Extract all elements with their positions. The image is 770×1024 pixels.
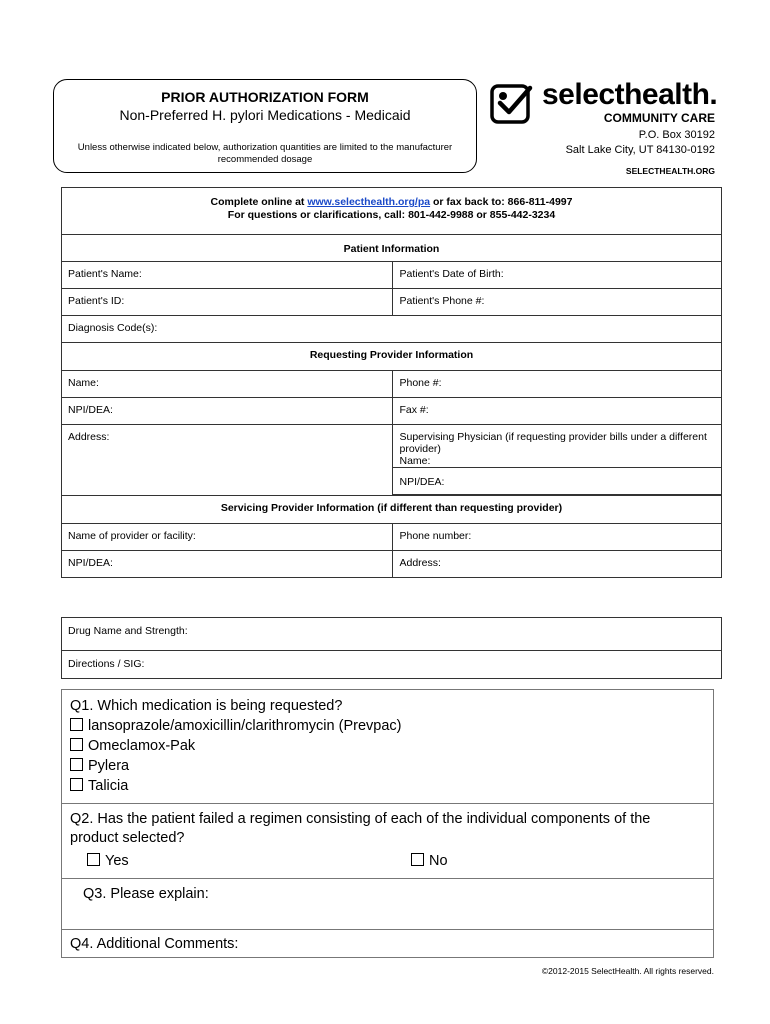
supervising-npi-field[interactable]: NPI/DEA: bbox=[393, 468, 722, 495]
checkbox[interactable] bbox=[70, 778, 83, 791]
q2-question: Q2. Has the patient failed a regimen consisting of each of the individual components of the product selected? bbox=[70, 811, 651, 846]
drug-table bbox=[61, 617, 722, 679]
requesting-heading: Requesting Provider Information bbox=[62, 343, 722, 371]
supervising-physician-field[interactable]: Supervising Physician (if requesting provider bills under a different provider) Name: bbox=[393, 425, 722, 468]
q3-block[interactable] bbox=[61, 878, 714, 930]
copyright-footer: ©2012-2015 SelectHealth. All rights reserved. bbox=[541, 966, 714, 976]
checkbox[interactable] bbox=[70, 718, 83, 731]
servicing-name-field[interactable]: Name of provider or facility: bbox=[62, 524, 393, 551]
patient-name-field[interactable]: Patient's Name: bbox=[62, 262, 393, 289]
requesting-name-field[interactable]: Name: bbox=[62, 371, 393, 398]
patient-id-field[interactable]: Patient's ID: bbox=[62, 289, 393, 316]
q1-option-talicia[interactable]: Talicia bbox=[70, 776, 713, 796]
servicing-phone-field[interactable]: Phone number: bbox=[393, 524, 722, 551]
address-line-1: P.O. Box 30192 bbox=[638, 129, 715, 141]
address-line-2: Salt Lake City, UT 84130-0192 bbox=[565, 144, 715, 156]
q4-block[interactable] bbox=[61, 929, 714, 958]
q3-question: Q3. Please explain: bbox=[83, 886, 209, 902]
q1-option-prevpac[interactable]: lansoprazole/amoxicillin/clarithromycin (Prevpac) bbox=[70, 716, 713, 736]
form-header bbox=[53, 79, 477, 173]
requesting-npi-field[interactable]: NPI/DEA: bbox=[62, 398, 393, 425]
checkbox[interactable] bbox=[70, 758, 83, 771]
website: SELECTHEALTH.ORG bbox=[625, 166, 715, 176]
q2-block bbox=[61, 803, 714, 879]
q1-question: Q1. Which medication is being requested? bbox=[70, 698, 343, 714]
heart-check-icon bbox=[490, 84, 534, 128]
form-subtitle: Non-Preferred H. pylori Medications - Medicaid bbox=[119, 107, 411, 123]
q1-block bbox=[61, 689, 714, 805]
selecthealth-logo bbox=[490, 80, 720, 180]
q1-option-omeclamox[interactable]: Omeclamox-Pak bbox=[70, 736, 713, 756]
requesting-address-field[interactable]: Address: bbox=[62, 425, 393, 496]
servicing-npi-field[interactable]: NPI/DEA: bbox=[62, 551, 393, 578]
patient-dob-field[interactable]: Patient's Date of Birth: bbox=[393, 262, 722, 289]
info-table bbox=[61, 187, 722, 578]
pa-link[interactable]: www.selecthealth.org/pa bbox=[307, 196, 431, 208]
requesting-phone-field[interactable]: Phone #: bbox=[393, 371, 722, 398]
requesting-fax-field[interactable]: Fax #: bbox=[393, 398, 722, 425]
brand-subtitle: COMMUNITY CARE bbox=[603, 111, 715, 125]
diagnosis-field[interactable]: Diagnosis Code(s): bbox=[62, 316, 722, 343]
contact-cell: Complete online at www.selecthealth.org/pa or fax back to: 866-811-4997 For questions or clarifications, call: 801-442-9988 or 855-442-3234 bbox=[62, 188, 722, 235]
drug-name-field[interactable]: Drug Name and Strength: bbox=[62, 618, 722, 651]
patient-heading: Patient Information bbox=[62, 235, 722, 262]
checkbox[interactable] bbox=[87, 853, 100, 866]
form-note: Unless otherwise indicated below, authorization quantities are limited to the manufacturer recommended dosage bbox=[77, 142, 453, 165]
patient-phone-field[interactable]: Patient's Phone #: bbox=[393, 289, 722, 316]
form-title: PRIOR AUTHORIZATION FORM bbox=[161, 89, 369, 105]
q1-option-pylera[interactable]: Pylera bbox=[70, 756, 713, 776]
q2-yes-option[interactable]: Yes bbox=[87, 852, 129, 871]
servicing-heading: Servicing Provider Information (if different than requesting provider) bbox=[62, 496, 722, 524]
servicing-address-field[interactable]: Address: bbox=[393, 551, 722, 578]
checkbox[interactable] bbox=[70, 738, 83, 751]
brand-name: selecthealth. bbox=[542, 78, 718, 111]
q4-question: Q4. Additional Comments: bbox=[70, 936, 239, 952]
checkbox[interactable] bbox=[411, 853, 424, 866]
q2-no-option[interactable]: No bbox=[411, 852, 448, 871]
directions-field[interactable]: Directions / SIG: bbox=[62, 651, 722, 679]
